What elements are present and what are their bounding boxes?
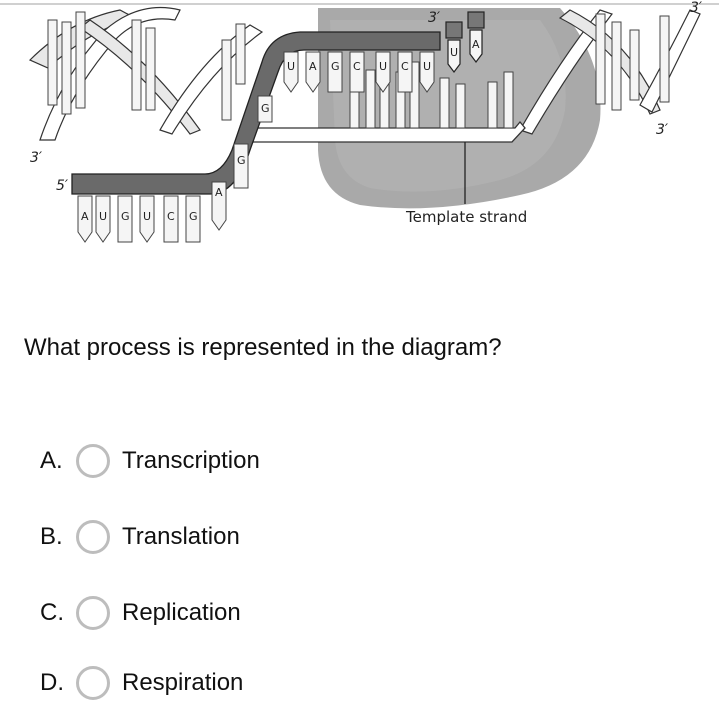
rna-base-label: G (331, 60, 340, 73)
rna-base-label: A (309, 60, 317, 73)
rna-base-label: U (99, 210, 108, 223)
rna-base-label: U (379, 60, 388, 73)
option-label[interactable]: Respiration (122, 669, 244, 696)
end-label-3prime-right: 3′ (656, 122, 669, 138)
template-strand-label: Template strand (406, 208, 528, 226)
option-b[interactable] (40, 517, 240, 557)
rna-base-label: G (261, 102, 270, 115)
rna-hanging-bases (78, 196, 200, 242)
option-d[interactable] (40, 663, 243, 703)
option-label[interactable]: Replication (122, 599, 241, 626)
option-letter: C. (40, 599, 64, 626)
option-letter: D. (40, 669, 64, 696)
radio-button[interactable] (76, 520, 110, 554)
rna-base-label: A (81, 210, 89, 223)
option-a[interactable] (40, 441, 260, 481)
option-c[interactable] (40, 593, 241, 633)
rna-base-label: C (353, 60, 361, 73)
rna-base-label: G (121, 210, 130, 223)
radio-button[interactable] (76, 666, 110, 700)
rna-base-label: G (237, 154, 246, 167)
rna-base-label: U (423, 60, 432, 73)
rna-base-label: U (287, 60, 296, 73)
rna-base-label: U (143, 210, 152, 223)
option-label[interactable]: Transcription (122, 447, 260, 474)
option-label[interactable]: Translation (122, 523, 240, 550)
radio-button[interactable] (76, 596, 110, 630)
incoming-base-label: A (472, 38, 480, 51)
option-letter: A. (40, 447, 63, 474)
rna-base-label: C (167, 210, 175, 223)
rna-base-label: A (215, 186, 223, 199)
end-label-3prime-left: 3′ (30, 150, 43, 166)
end-label-5prime: 5′ (56, 178, 69, 194)
incoming-base-label: U (450, 46, 459, 59)
end-label-3prime-top-right: 3′ (690, 0, 703, 16)
question-text: What process is represented in the diagram? (24, 334, 502, 361)
rna-base-label: C (401, 60, 409, 73)
end-label-3prime-rna: 3′ (428, 10, 441, 26)
option-letter: B. (40, 523, 63, 550)
rna-base-label: G (189, 210, 198, 223)
radio-button[interactable] (76, 444, 110, 478)
transcription-diagram (0, 0, 719, 260)
